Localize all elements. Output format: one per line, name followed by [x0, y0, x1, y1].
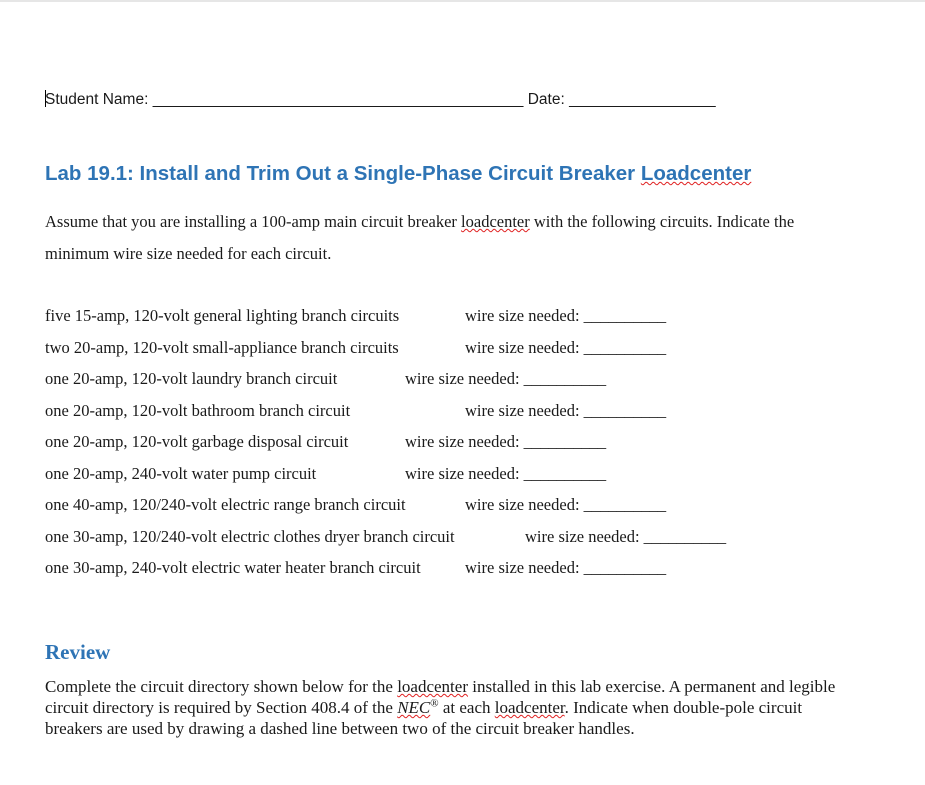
wire-size-field[interactable]: wire size needed: __________ — [465, 306, 667, 325]
intro-paragraph — [45, 206, 845, 270]
review-text-2: installed in this lab exercise. A permanent and legible circuit directory is required by Section 408.4 of the — [45, 677, 836, 717]
circuit-row — [45, 300, 905, 332]
review-heading: Review — [45, 640, 111, 664]
circuit-row — [45, 521, 905, 553]
student-name-blank[interactable]: ___________________________________________ — [152, 91, 524, 108]
circuit-row — [45, 458, 905, 490]
circuit-row — [45, 426, 905, 458]
circuit-description: one 30-amp, 120/240-volt electric clothes dryer branch circuit — [45, 526, 455, 546]
circuit-description: five 15-amp, 120-volt general lighting branch circuits — [45, 306, 400, 325]
registered-mark: ® — [430, 697, 439, 710]
circuit-list — [45, 300, 905, 584]
student-info-line — [45, 90, 845, 109]
review-text-1: Complete the circuit directory shown below for the — [45, 677, 398, 696]
lab-title-spellcheck-word: Loadcenter — [640, 162, 752, 185]
wire-size-field[interactable]: wire size needed: __________ — [465, 495, 667, 514]
wire-size-field[interactable]: wire size needed: __________ — [465, 558, 667, 577]
circuit-description: one 20-amp, 240-volt water pump circuit — [45, 463, 317, 483]
circuit-row — [45, 363, 905, 395]
wire-size-field[interactable]: wire size needed: __________ — [465, 400, 667, 420]
nec-term: NEC — [397, 698, 431, 717]
intro-text-after: with the following circuits. Indicate the minimum wire size needed for each circuit. — [45, 212, 795, 263]
circuit-row — [45, 395, 905, 427]
circuit-description: one 30-amp, 240-volt electric water heater branch circuit — [45, 558, 421, 577]
lab-title-text: Lab 19.1: Install and Trim Out a Single-Phase Circuit Breaker — [45, 162, 641, 185]
review-text-3: at each — [438, 698, 495, 717]
wire-size-field[interactable]: wire size needed: __________ — [525, 526, 727, 546]
wire-size-field[interactable]: wire size needed: __________ — [405, 463, 607, 483]
date-label: Date: — [523, 91, 570, 108]
circuit-row — [45, 332, 905, 364]
circuit-row — [45, 552, 905, 584]
wire-size-field[interactable]: wire size needed: __________ — [405, 369, 607, 388]
page-top-border — [0, 0, 925, 2]
review-spellcheck-word-2: loadcenter — [494, 698, 565, 717]
review-paragraph — [45, 676, 845, 739]
intro-spellcheck-word: loadcenter — [461, 212, 530, 231]
circuit-description: one 20-amp, 120-volt bathroom branch circuit — [45, 400, 351, 420]
wire-size-field[interactable]: wire size needed: __________ — [405, 432, 607, 451]
date-blank[interactable]: _________________ — [569, 91, 716, 108]
circuit-row — [45, 489, 905, 521]
circuit-description: two 20-amp, 120-volt small-appliance branch circuits — [45, 337, 399, 357]
wire-size-field[interactable]: wire size needed: __________ — [465, 337, 667, 357]
intro-text-before: Assume that you are installing a 100-amp main circuit breaker — [45, 212, 462, 231]
review-text-4: . Indicate when double-pole circuit breakers are used by drawing a dashed line between two of the circuit breaker handles. — [45, 698, 803, 738]
circuit-description: one 20-amp, 120-volt garbage disposal circuit — [45, 432, 349, 451]
review-spellcheck-word-1: loadcenter — [397, 677, 468, 696]
lab-title — [45, 162, 751, 186]
circuit-description: one 40-amp, 120/240-volt electric range branch circuit — [45, 495, 406, 514]
student-name-label: Student Name: — [45, 91, 153, 108]
circuit-description: one 20-amp, 120-volt laundry branch circuit — [45, 369, 338, 388]
